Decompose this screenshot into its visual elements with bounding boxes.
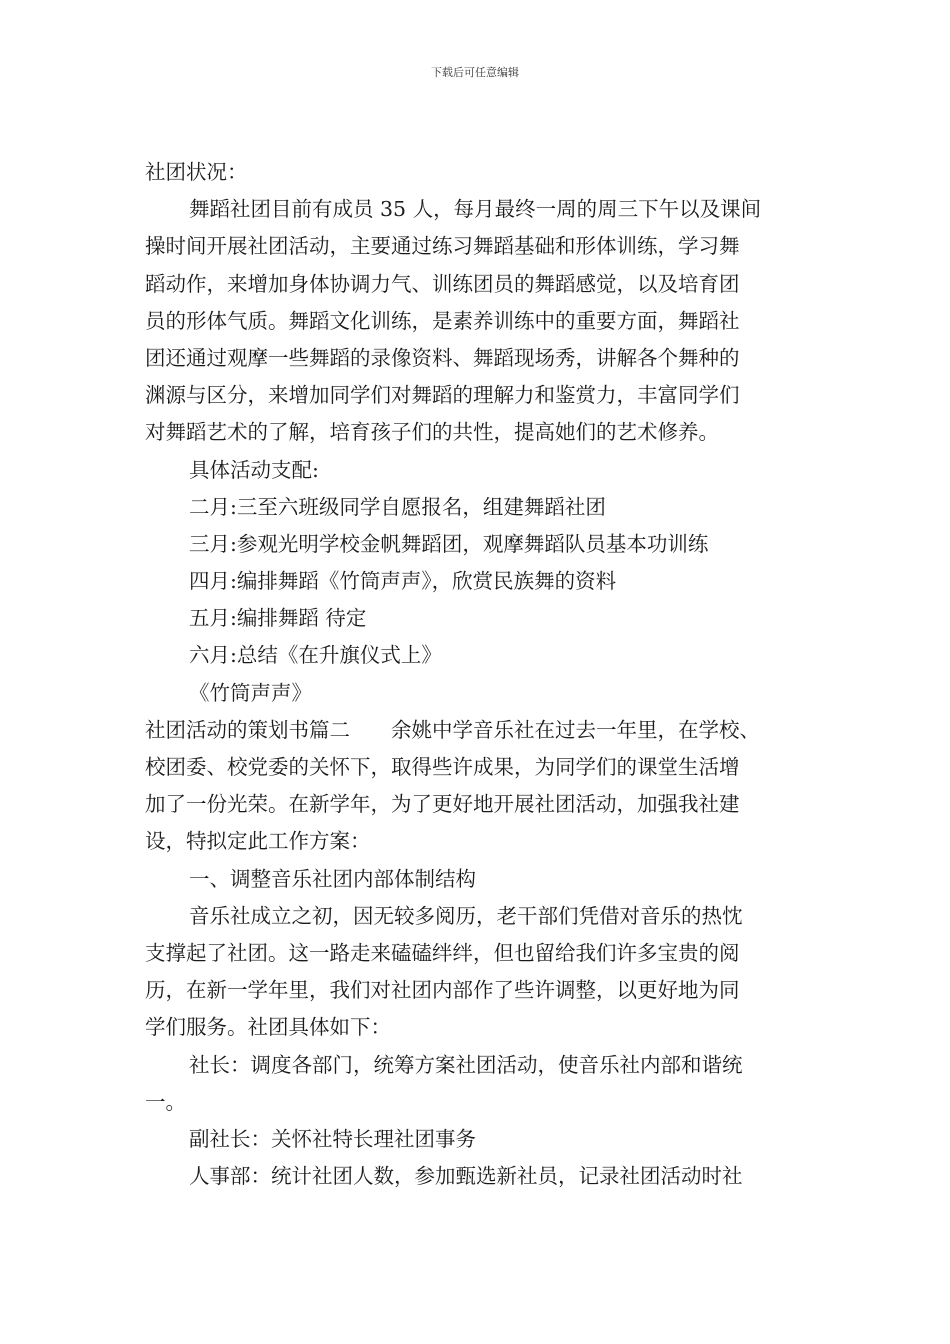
text-line: 渊源与区分，来增加同学们对舞蹈的理解力和鉴赏力，丰富同学们 [145,383,740,408]
page-header: 下载后可任意编辑 [431,66,519,79]
text-line: 对舞蹈艺术的了解，培育孩子们的共性，提高她们的艺术修养。 [145,420,719,445]
text-line: 校团委、校党委的关怀下，取得些许成果，为同学们的课堂生活增 [145,755,740,779]
text-line: 历，在新一学年里，我们对社团内部作了些许调整，以更好地为同 [145,978,740,1003]
text-line: 具体活动支配: [189,457,319,482]
text-line: 操时间开展社团活动，主要通过练习舞蹈基础和形体训练，学习舞 [145,234,740,259]
text-line: 音乐社成立之初，因无较多阅历，老干部们凭借对音乐的热忱 [189,903,743,928]
text-line: 一、调整音乐社团内部体制结构 [189,866,476,891]
text-line: 学们服务。社团具体如下： [145,1015,391,1040]
text-line: 三月:参观光明学校金帆舞蹈团，观摩舞蹈队员基本功训练 [189,531,709,556]
text-line: 五月:编排舞蹈 待定 [189,606,367,631]
text-line: 舞蹈社团目前有成员 35 人，每月最终一周的周三下午以及课间 [189,197,762,222]
text-line: 二月:三至六班级同学自愿报名，组建舞蹈社团 [189,494,606,519]
text-line: 《竹筒声声》 [189,680,312,705]
text-line: 社团活动的策划书篇二 余姚中学音乐社在过去一年里，在学校、 [145,717,760,742]
text-line: 副社长：关怀社特长理社团事务 [189,1126,476,1151]
text-line: 社团状况： [145,160,248,184]
text-line: 支撑起了社团。这一路走来磕磕绊绊，但也留给我们许多宝贵的阅 [145,940,740,965]
text-line: 团还通过观摩一些舞蹈的录像资料、舞蹈现场秀，讲解各个舞种的 [145,345,740,370]
document-body [145,154,825,1195]
text-line: 一。 [145,1089,186,1114]
text-line: 蹈动作，来增加身体协调力气、训练团员的舞蹈感觉，以及培育团 [145,271,740,296]
text-line: 员的形体气质。舞蹈文化训练，是素养训练中的重要方面，舞蹈社 [145,308,740,333]
text-line: 设，特拟定此工作方案： [145,829,371,854]
text-line: 六月:总结《在升旗仪式上》 [189,643,442,668]
text-line: 社长：调度各部门，统筹方案社团活动，使音乐社内部和谐统 [189,1052,743,1077]
text-line: 人事部：统计社团人数，参加甄选新社员，记录社团活动时社 [189,1164,743,1189]
text-line: 加了一份光荣。在新学年，为了更好地开展社团活动，加强我社建 [145,792,740,817]
text-line: 四月:编排舞蹈《竹筒声声》，欣赏民族舞的资料 [189,569,617,594]
